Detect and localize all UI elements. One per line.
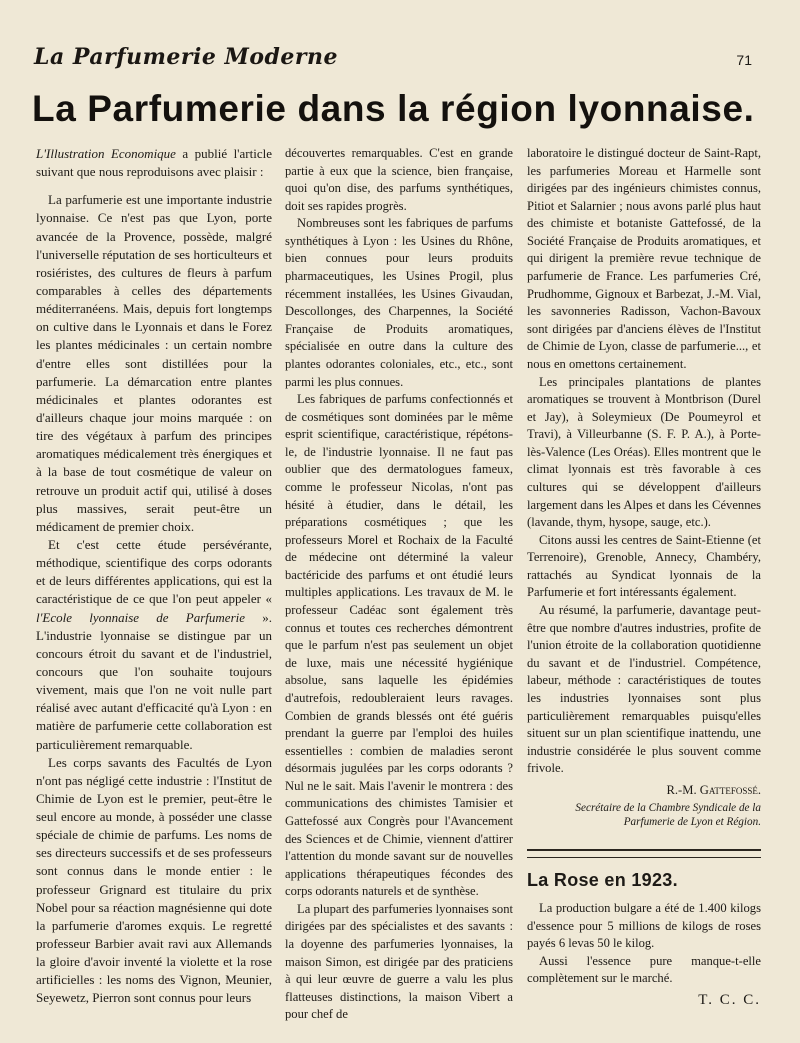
page-header — [34, 44, 752, 84]
article-paragraph: Les fabriques de parfums confectionnés et de cosmétiques sont dominées par le même esprit scientifique, caractéristique, répétons-le, de l'industrie lyonnaise. Il ne faut pas oublier que des dermatologues fameux, comme le professeur Nicolas, n'ont pas hésité à étudier, dans le détail, les préparations cosmétiques ; que les professeurs Morel et Rochaix de la Faculté de médecine ont déterminé la valeur bactéricide des parfums et ont étudié leurs multiples applications. Les travaux de M. le professeur Cadéac sont également très connus et toutes ces recherches démontrent que le parfum n'est pas seulement un objet de luxe, mais une nécessité hygiénique absolue, sans laquelle les épidémies d'autrefois, redoubleraient leurs ravages. Combien de grands blessés ont été guéris prendant la guerre par l'emploi des huiles essentielles : combien de maladies seront désormais jugulées par les corps odorants ? Nul ne le sait. Mais l'avenir le montrera : des communications des chimistes Tamisier et Gattefossé aux Congrès pour l'Avancement des Sciences et de Chimie, viennent d'attirer l'attention du monde savant sur de nouvelles applications thérapeutiques fécondes des corps odorants naturels et de synthèse. — [285, 392, 513, 899]
paragraph-text: Et c'est cette étude persévérante, méthodique, scientifique des corps odorants et de leurs différentes applications, qui est la caractéristique de ce que l'on peut appeler « — [36, 536, 272, 607]
rose-section-title: La Rose en 1923. — [527, 870, 678, 891]
author-signature: R.-M. Gattefossé. — [666, 782, 761, 797]
article-paragraph: découvertes remarquables. C'est en grande partie à eux que la science, bien française, quoi qu'on dise, des parfums synthétiques, doit ses rapides progrès. — [285, 146, 513, 213]
rose-paragraph: La production bulgare a été de 1.400 kilogs d'essence pour 5 millions de kilogs de roses payés 6 levas 50 le kilog. — [527, 900, 761, 951]
author-title: Secrétaire de la Chambre Syndicale de la Parfumerie de Lyon et Région. — [575, 802, 761, 829]
intro-text: a publié l'article suivant que nous reproduisons avec plaisir : — [36, 146, 272, 180]
article-column-3 — [527, 145, 761, 1009]
intro-paragraph — [36, 145, 272, 181]
article-paragraph: laboratoire le distingué docteur de Saint-Rapt, les parfumeries Moreau et Harmelle sont dirigées par des ingénieurs chimistes connus, Pitiot et Salarnier ; nous avons parlé plus haut des chimiste et botaniste Gattefossé, de la Société Française de Produits aromatiques, et qui dirigent la première revue technique de parfumerie de France. Les parfumeries Cré, Prudhomme, Gignoux et Barbezat, J.-M. Vial, les savonneries Radisson, Vachon-Bavoux sont dirigées par d'anciens élèves de l'Institut de Chimie de Lyon, classe de parfumerie..., et nous en omettons certainement. — [527, 146, 761, 371]
article-column-2 — [285, 145, 513, 1024]
article-column-1 — [36, 145, 272, 1008]
ecole-lyonnaise-phrase: l'Ecole lyonnaise de Parfumerie — [36, 609, 246, 625]
paragraph-text: ». L'industrie lyonnaise se distingue par un concours étroit du savant et de l'industriel, concours que l'on souhaite toujours vivement, mais que l'on ne voit nulle part réalisé avec autant d'efficacité qu'à Lyon : en matière de parfumerie cette collaboration est particulièrement remarquable. — [36, 609, 273, 752]
article-paragraph: Les corps savants des Facultés de Lyon n'ont pas négligé cette industrie : l'Institut de Chimie de Lyon est le premier, peut-être le seul encore au monde, à posséder une classe spéciale de chimie de parfums. Les noms de ses directeurs successifs et de ses professeurs sont connus dans le monde entier : le professeur Grignard est titulaire du prix Nobel pour sa réaction magnésienne qui dote la parfumerie d'aromes exquis. Le regretté professeur Barbier avait ravi aux Allemands la gloire d'avoir inventé la violette et la rose artificielles : les noms des Vignon, Meunier, Seyewetz, Pierron sont connus pour leurs — [36, 754, 272, 1006]
rose-paragraph: Aussi l'essence pure manque-t-elle complètement sur le marché. — [527, 953, 761, 986]
article-paragraph: Au résumé, la parfumerie, davantage peut-être que nombre d'autres industries, profite de l'union étroite de la collaboration quotidienne du savant et de l'industriel. Compétence, labeur, méthode : caractéristiques de toutes les industries lyonnaises sont plus particulièrement remarquables puisqu'elles situent sur un plan scientifique inattendu, une industrie considérée le plus souvent comme frivole. — [527, 603, 761, 776]
article-paragraph: Citons aussi les centres de Saint-Etienne (et Terrenoire), Grenoble, Annecy, Chambéry, rattachés au Syndicat lyonnais de la Parfumerie et fort intéressants également. — [527, 532, 761, 600]
article-paragraph: La plupart des parfumeries lyonnaises sont dirigées par des spécialistes et des savants : la doyenne des parfumeries lyonnaises, la maison Simon, est dirigée par des praticiens à qui leur œuvre de guerre a valu les plus flatteuses distinctions, la maison Vibert a pour chef de — [285, 901, 513, 1022]
article-paragraph: Nombreuses sont les fabriques de parfums synthétiques à Lyon : les Usines du Rhône, bien connues pour leurs produits pharmaceutiques, les Usines Progil, plus récemment installées, les Usines Givaudan, Descollonges, des Charpennes, la Société Française de Produits aromatiques, spécialisée en outre dans la culture des plantes odorantes coloniales, etc., etc., sont parmi les plus connues. — [285, 216, 513, 389]
article-paragraph — [36, 536, 272, 754]
source-publication: L'Illustration Economique — [36, 146, 176, 161]
article-title: La Parfumerie dans la région lyonnaise. — [32, 88, 755, 129]
section-divider — [527, 849, 761, 858]
article-paragraph: Les principales plantations de plantes aromatiques se trouvent à Montbrison (Durel et Jay), à Soleymieux (De Poumeyrol et Travi), à Villeurbanne (S. F. P. A.), à Porte-lès-Valence (Les Oréas). Elles montrent que le climat lyonnais est très favorable à ces cultures qui se développent d'ailleurs largement dans les Alpes et dans les Cévennes (lavande, thym, hysope, sauge, etc.). — [527, 374, 761, 530]
running-title: La Parfumerie Moderne — [34, 44, 339, 70]
article-paragraph: La parfumerie est une importante industrie lyonnaise. Ce n'est pas que Lyon, porte avancée de la Provence, possède, malgré l'universelle réputation de ses horticulteurs et rosiéristes, des cultures de fleurs à parfum comparables à celles des départements méditerranéens. Mais, depuis fort longtemps on cultive dans le Lyonnais et dans le Forez les plantes médicinales : un certain nombre d'entre elles sont distillées pour la parfumerie. La démarcation entre plantes médicinales et plantes odorantes est d'ailleurs chaque jour moins marquée : on tire des végétaux à parfum des principes aromatiques médicalement très énergiques et à la base de tout cosmétique de valeur on retrouve un produit actif qui, utilisé à doses plus massives, serait peut-être un médicament de premier choix. — [36, 192, 272, 534]
page-number: 71 — [736, 52, 752, 68]
rose-author-initials: T. C. C. — [698, 991, 761, 1008]
